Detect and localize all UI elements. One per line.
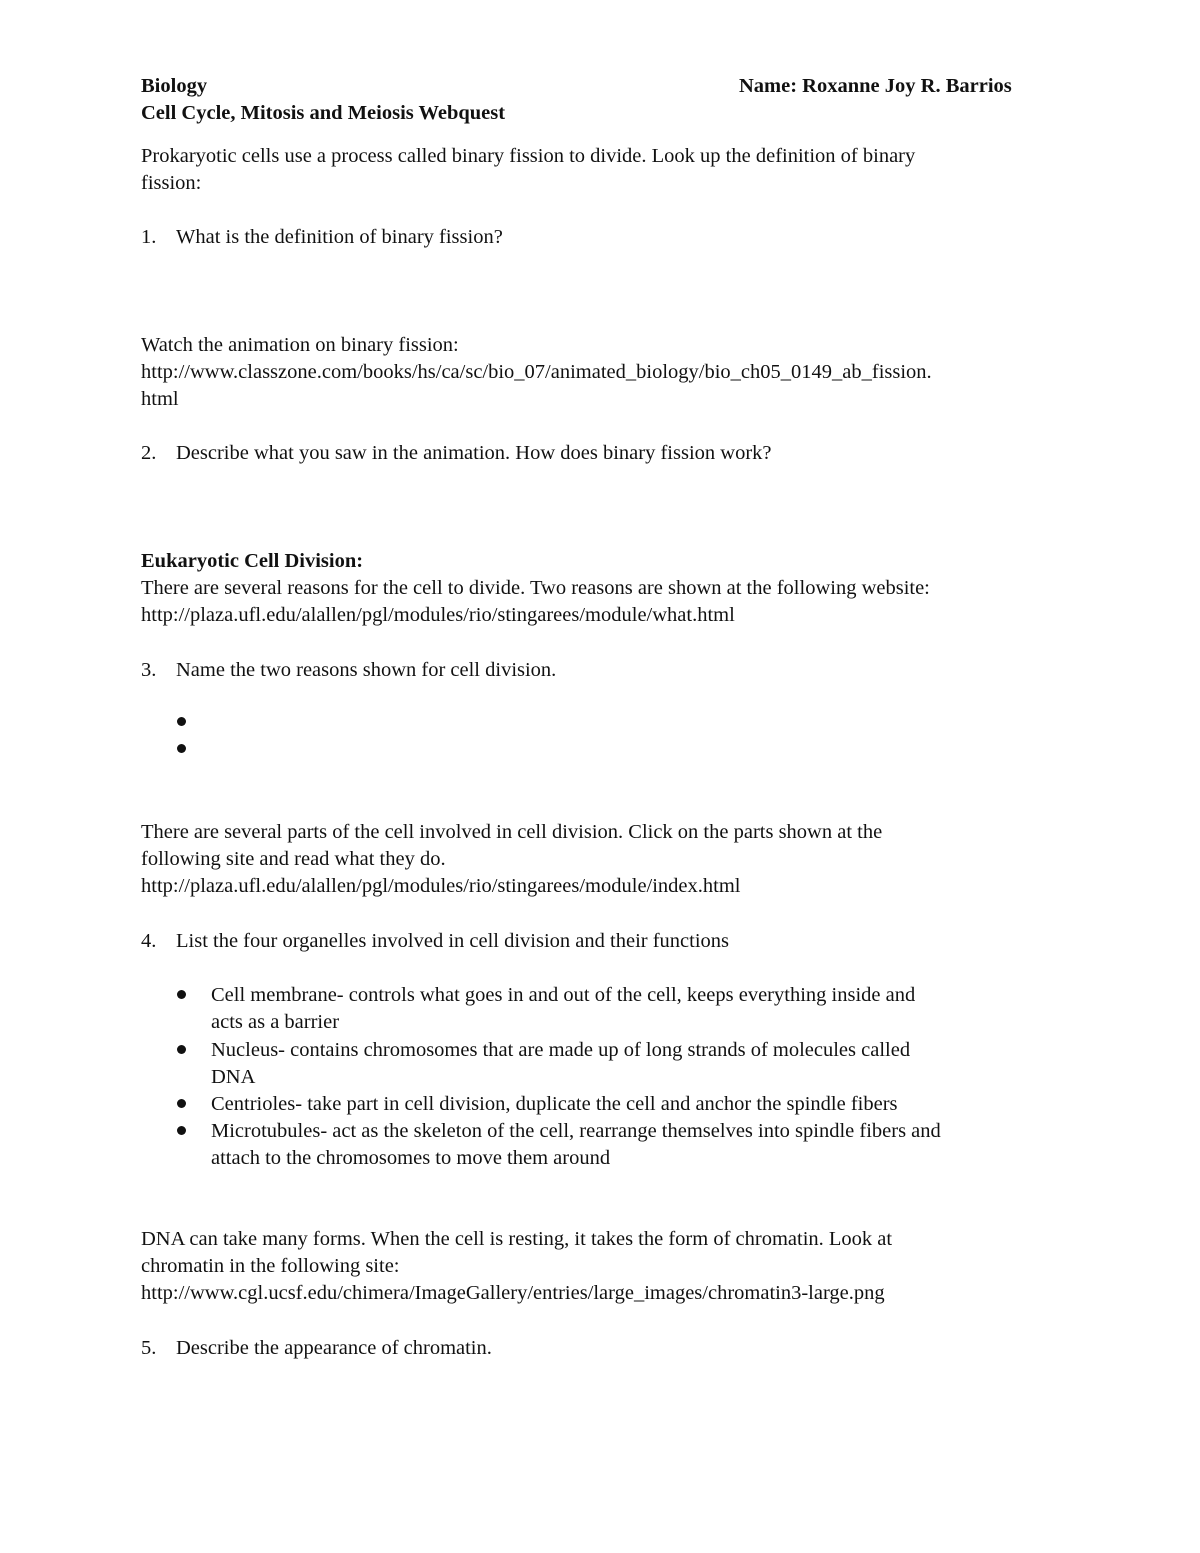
organelle-item-3-line-1: Centrioles- take part in cell division, duplicate the cell and anchor the spindle fibers — [211, 1093, 898, 1115]
intro-line-2: fission: — [141, 172, 202, 194]
dna-url[interactable]: http://www.cgl.ucsf.edu/chimera/ImageGallery/entries/large_images/chromatin3-large.png — [141, 1282, 885, 1304]
organelle-bullet — [177, 1045, 186, 1054]
empty-bullet-2 — [177, 744, 186, 753]
question-4-number: 4. — [141, 930, 157, 952]
question-1-number: 1. — [141, 226, 157, 248]
organelle-item-2-line-1: Nucleus- contains chromosomes that are made up of long strands of molecules called — [211, 1039, 911, 1061]
question-2-text: Describe what you saw in the animation. How does binary fission work? — [176, 442, 772, 464]
question-2-number: 2. — [141, 442, 157, 464]
subject-label: Biology — [141, 75, 208, 97]
worksheet-title: Cell Cycle, Mitosis and Meiosis Webquest — [141, 102, 506, 124]
question-4-text: List the four organelles involved in cell division and their functions — [176, 930, 730, 952]
organelle-item-1-line-2: acts as a barrier — [211, 1011, 340, 1033]
organelle-item-2-line-2: DNA — [211, 1066, 256, 1088]
dna-line-2: chromatin in the following site: — [141, 1255, 400, 1277]
question-5-number: 5. — [141, 1337, 157, 1359]
organelle-bullet — [177, 1126, 186, 1135]
question-1-text: What is the definition of binary fission? — [176, 226, 503, 248]
question-3-text: Name the two reasons shown for cell division. — [176, 659, 557, 681]
dna-line-1: DNA can take many forms. When the cell is resting, it takes the form of chromatin. Look at — [141, 1228, 893, 1250]
organelle-bullet — [177, 990, 186, 999]
empty-bullet-1 — [177, 717, 186, 726]
animation-instruction: Watch the animation on binary fission: — [141, 334, 459, 356]
student-name: Name: Roxanne Joy R. Barrios — [739, 75, 1012, 97]
parts-url[interactable]: http://plaza.ufl.edu/alallen/pgl/modules/rio/stingarees/module/index.html — [141, 875, 741, 897]
eukaryotic-heading: Eukaryotic Cell Division: — [141, 550, 364, 572]
question-3-number: 3. — [141, 659, 157, 681]
animation-url-line-1[interactable]: http://www.classzone.com/books/hs/ca/sc/bio_07/animated_biology/bio_ch05_0149_ab_fission. — [141, 361, 932, 383]
organelle-bullet — [177, 1099, 186, 1108]
eukaryotic-intro: There are several reasons for the cell to divide. Two reasons are shown at the following website: — [141, 577, 930, 599]
organelle-item-4-line-1: Microtubules- act as the skeleton of the cell, rearrange themselves into spindle fibers and — [211, 1120, 941, 1142]
question-5-text: Describe the appearance of chromatin. — [176, 1337, 492, 1359]
intro-line-1: Prokaryotic cells use a process called binary fission to divide. Look up the definition of binary — [141, 145, 916, 167]
parts-line-2: following site and read what they do. — [141, 848, 446, 870]
organelle-item-1-line-1: Cell membrane- controls what goes in and out of the cell, keeps everything inside and — [211, 984, 916, 1006]
parts-line-1: There are several parts of the cell involved in cell division. Click on the parts shown at the — [141, 821, 883, 843]
organelle-item-4-line-2: attach to the chromosomes to move them around — [211, 1147, 611, 1169]
animation-url-line-2[interactable]: html — [141, 388, 179, 410]
eukaryotic-url[interactable]: http://plaza.ufl.edu/alallen/pgl/modules/rio/stingarees/module/what.html — [141, 604, 735, 626]
